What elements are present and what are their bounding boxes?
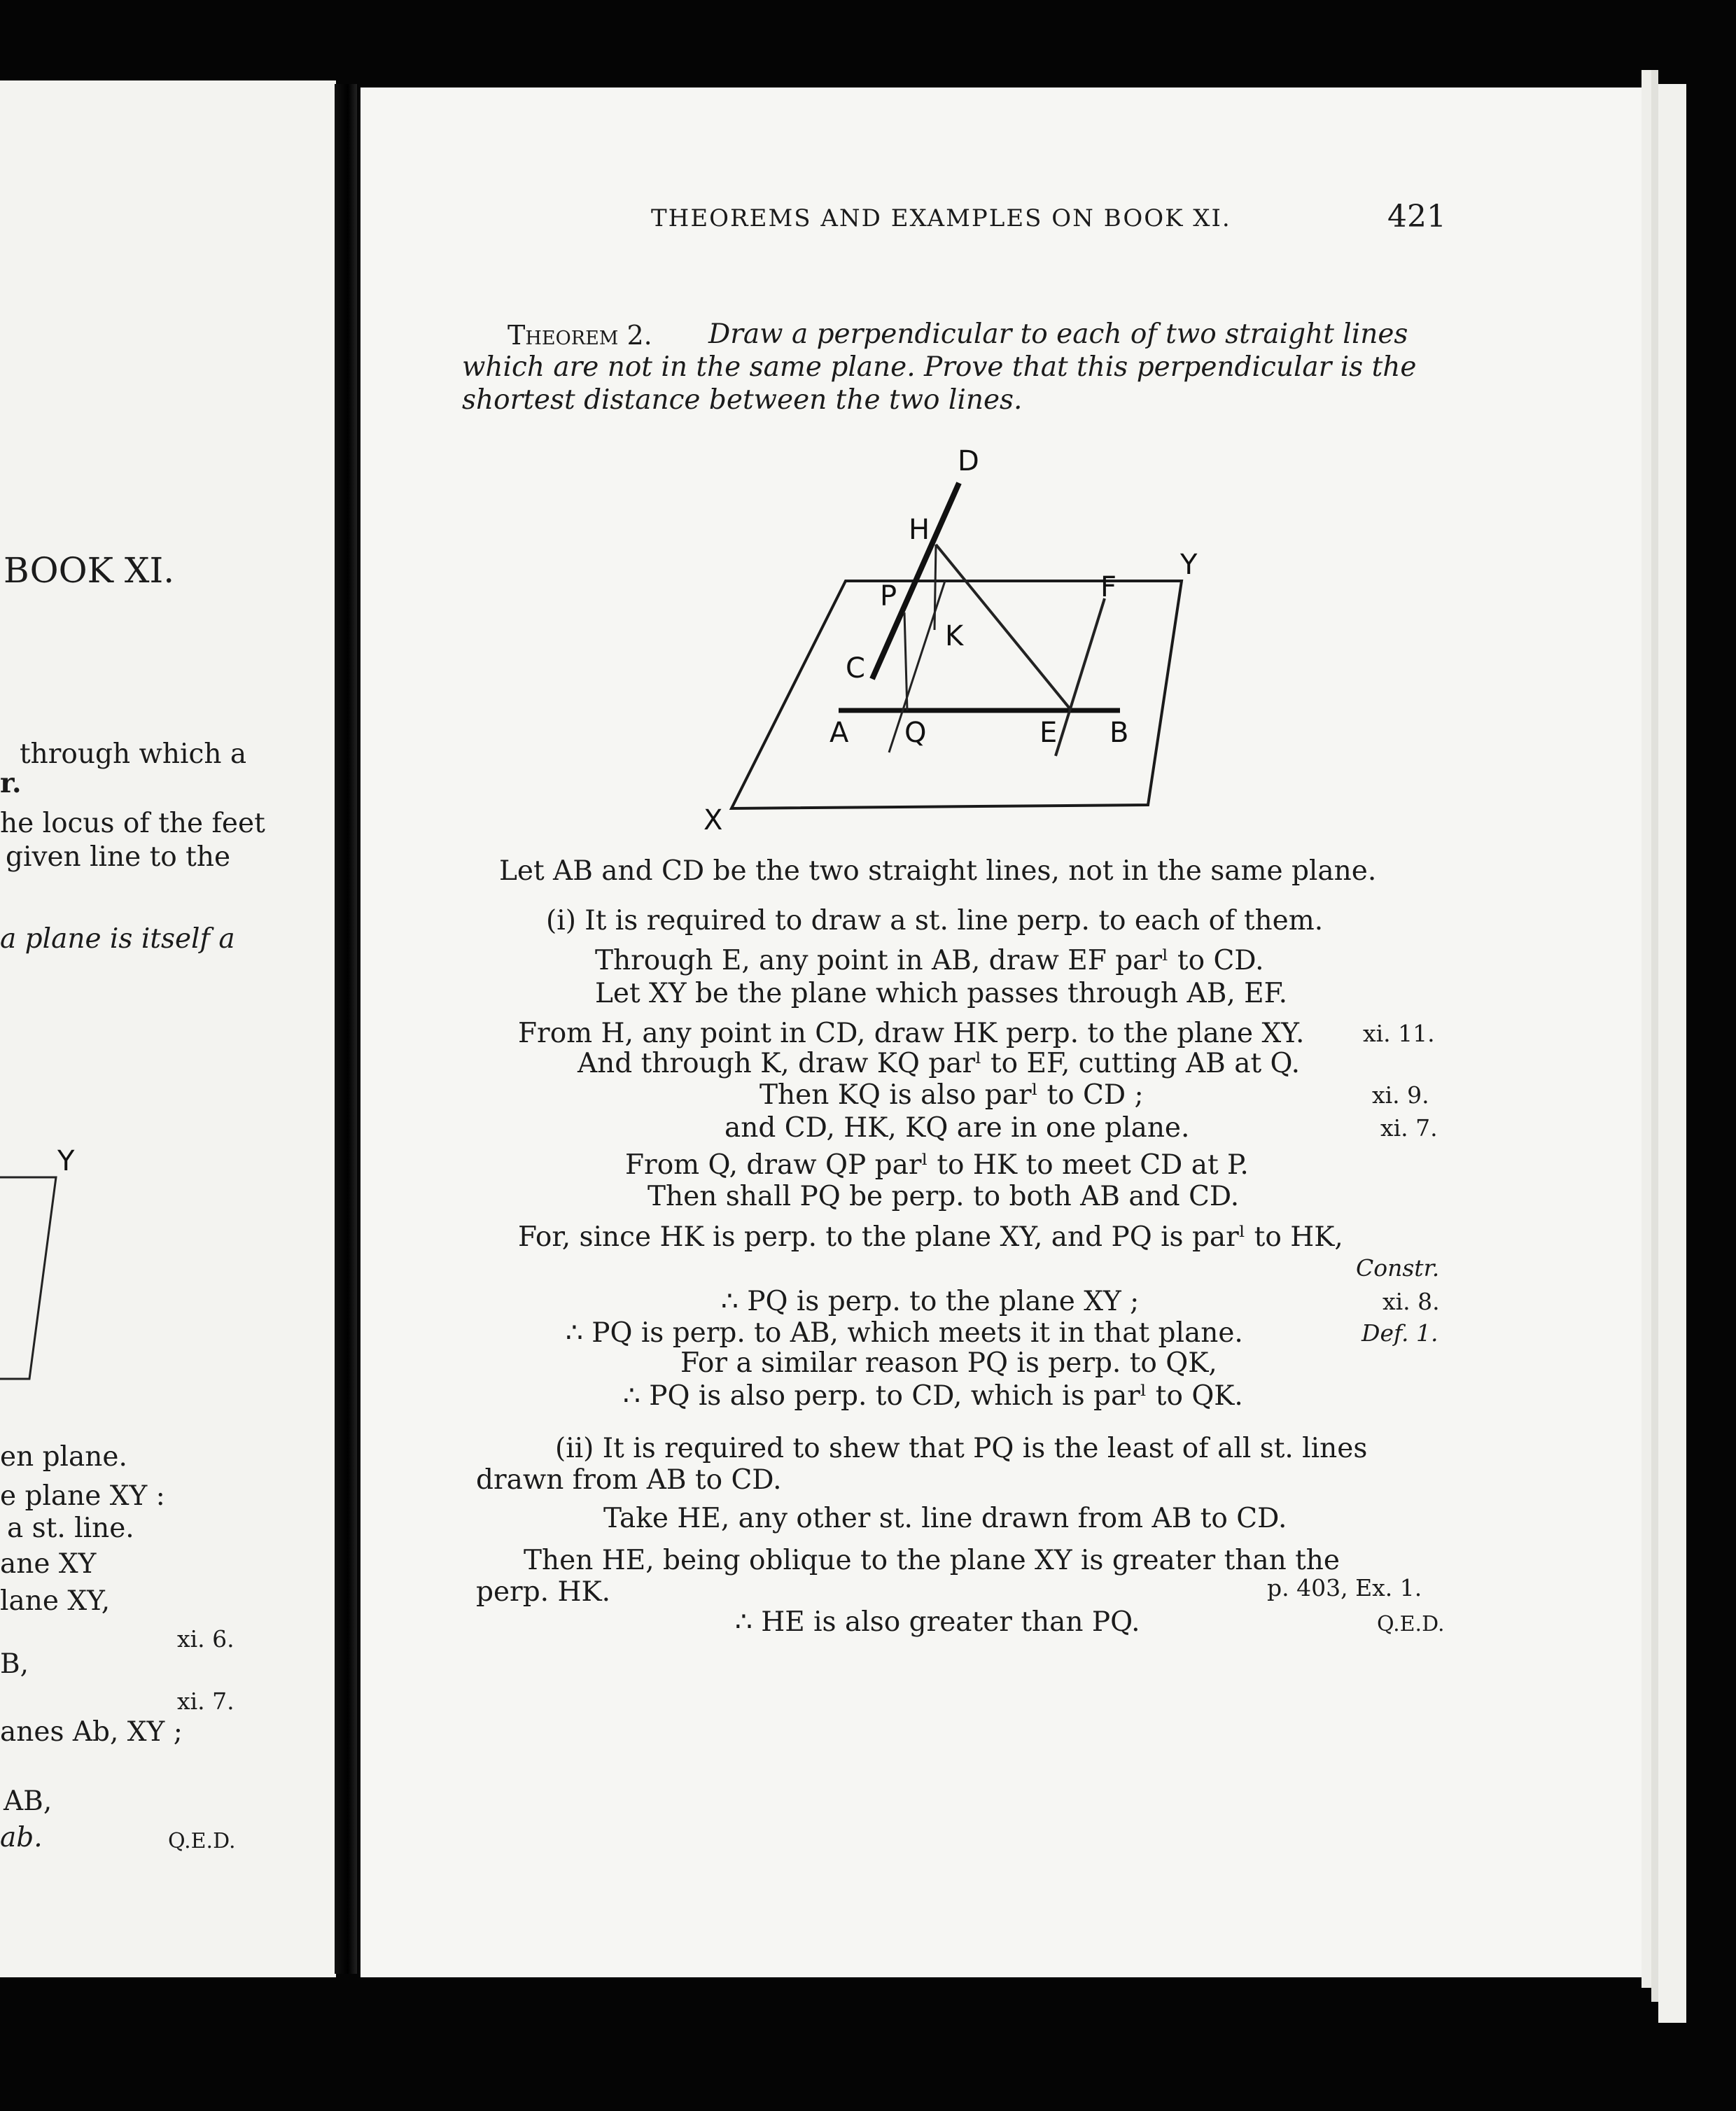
proof-line: ∴ PQ is perp. to AB, which meets it in that plane. [566, 1317, 1243, 1349]
proof-line: drawn from AB to CD. [476, 1464, 782, 1496]
left-text: AB, [4, 1786, 52, 1817]
proof-reference: Def. 1. [1362, 1319, 1438, 1347]
page-edge [1642, 70, 1651, 1988]
proof-line: From H, any point in CD, draw HK perp. to the plane XY. [518, 1018, 1305, 1049]
line-ef [1056, 598, 1105, 756]
left-text: B, [0, 1648, 29, 1680]
label-e: E [1040, 717, 1058, 749]
left-text: given line to the [6, 841, 231, 873]
label-b: B [1110, 717, 1129, 749]
proof-line: Then shall PQ be perp. to both AB and CD. [648, 1181, 1240, 1212]
proof-line: For, since HK is perp. to the plane XY, and PQ is parˡ to HK, [518, 1221, 1343, 1253]
proof-line: ∴ PQ is perp. to the plane XY ; [721, 1286, 1140, 1317]
line-hk [934, 545, 936, 630]
geometry-figure [686, 441, 1218, 840]
proof-line: And through K, draw KQ parˡ to EF, cutting AB at Q. [578, 1048, 1300, 1079]
label-c: C [846, 652, 865, 685]
proof-line: Then KQ is also parˡ to CD ; [760, 1079, 1144, 1111]
proof-line: ∴ PQ is also perp. to CD, which is parˡ to QK. [623, 1380, 1243, 1412]
label-p: P [880, 580, 897, 612]
left-heading: BOOK XI. [4, 550, 175, 591]
label-q: Q [904, 717, 927, 749]
theorem-text: shortest distance between the two lines. [462, 384, 1023, 416]
label-a: A [830, 717, 849, 749]
label-k: K [945, 620, 964, 652]
proof-line: Let XY be the plane which passes through AB, EF. [595, 978, 1287, 1009]
left-reference: xi. 7. [177, 1688, 234, 1715]
page-edge [1658, 84, 1686, 2023]
proof-line: ∴ HE is also greater than PQ. [735, 1606, 1140, 1638]
left-figure [0, 1148, 84, 1386]
proof-line: Let AB and CD be the two straight lines, not in the same plane. [499, 855, 1377, 887]
plane-xy [732, 581, 1182, 808]
left-text: ab. [0, 1822, 43, 1853]
left-figure-label: Y [57, 1148, 75, 1177]
left-reference: xi. 6. [177, 1625, 234, 1653]
qed: Q.E.D. [1377, 1612, 1445, 1636]
left-text: anes Ab, XY ; [0, 1716, 183, 1748]
proof-line: Through E, any point in AB, draw EF parˡ to CD. [595, 945, 1264, 976]
proof-line: Take HE, any other st. line drawn from AB to CD. [603, 1503, 1287, 1534]
proof-line: and CD, HK, KQ are in one plane. [724, 1112, 1190, 1144]
page-edge [1651, 70, 1658, 2002]
left-text: lane XY, [0, 1585, 111, 1617]
proof-reference: xi. 8. [1382, 1288, 1440, 1315]
proof-reference: p. 403, Ex. 1. [1267, 1574, 1422, 1601]
left-page [0, 80, 336, 1977]
left-text: a plane is itself a [0, 923, 235, 955]
left-text: through which a [20, 738, 247, 770]
label-x: X [704, 804, 723, 836]
theorem-label: Theorem 2. [507, 320, 652, 351]
proof-reference: xi. 11. [1363, 1020, 1435, 1047]
page-number: 421 [1387, 199, 1446, 234]
left-text: he locus of the feet [0, 808, 265, 839]
left-text: e plane XY : [0, 1480, 165, 1512]
theorem-text: Draw a perpendicular to each of two straight lines [708, 318, 1408, 350]
left-qed: Q.E.D. [168, 1829, 236, 1853]
proof-line: (i) It is required to draw a st. line perp. to each of them. [546, 905, 1324, 937]
left-text: en plane. [0, 1441, 127, 1473]
running-head: THEOREMS AND EXAMPLES ON BOOK XI. [651, 204, 1231, 232]
theorem-text: which are not in the same plane. Prove that this perpendicular is the [462, 351, 1417, 383]
proof-line: perp. HK. [476, 1576, 610, 1608]
proof-line: (ii) It is required to shew that PQ is the least of all st. lines [555, 1433, 1368, 1464]
label-y: Y [1180, 549, 1198, 581]
book-gutter [335, 84, 357, 1974]
proof-line: For a similar reason PQ is perp. to QK, [680, 1347, 1217, 1379]
left-text: r. [0, 767, 22, 799]
proof-line: From Q, draw QP parˡ to HK to meet CD at P. [625, 1149, 1249, 1181]
proof-reference: xi. 7. [1380, 1114, 1438, 1142]
label-d: D [958, 445, 979, 477]
label-f: F [1100, 571, 1117, 603]
proof-reference: xi. 9. [1372, 1081, 1429, 1109]
left-text: ane XY [0, 1548, 97, 1580]
proof-line: Then HE, being oblique to the plane XY is greater than the [524, 1545, 1340, 1576]
left-text: a st. line. [7, 1513, 134, 1544]
proof-reference: Constr. [1356, 1254, 1440, 1282]
label-h: H [909, 514, 930, 546]
